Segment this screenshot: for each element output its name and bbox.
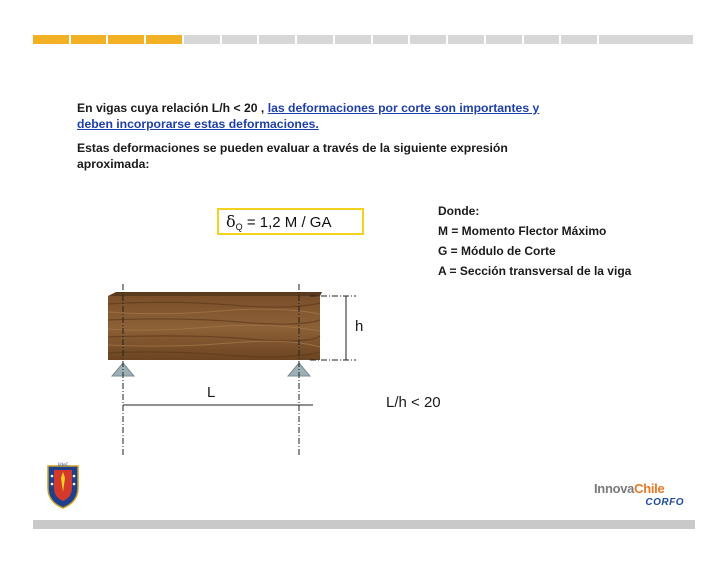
innovachile-corfo-logo xyxy=(594,481,694,513)
formula-subscript: Q xyxy=(235,222,243,232)
formula-expression: = 1,2 M / GA xyxy=(246,214,332,231)
legend-item-moment: M = Momento Flector Máximo xyxy=(438,224,607,238)
crest-text: UdeC xyxy=(57,462,69,467)
innovachile-wordmark xyxy=(594,481,694,496)
shear-deformation-link[interactable]: las deformaciones por corte son importantes y deben incorporarse estas deformaciones. xyxy=(77,101,540,131)
length-label: L xyxy=(207,384,216,401)
slenderness-ratio-label: L/h < 20 xyxy=(386,394,441,411)
intro-lead: En vigas cuya relación L/h < 20 , xyxy=(77,101,268,115)
bottom-bar xyxy=(33,520,695,529)
legend-item-section: A = Sección transversal de la viga xyxy=(438,264,632,278)
legend-title: Donde: xyxy=(438,204,480,218)
expression-paragraph: Estas deformaciones se pueden evaluar a través de la siguiente expresión aproximada: xyxy=(77,141,508,171)
wood-beam xyxy=(108,292,322,360)
logo-corfo: CORFO xyxy=(645,497,684,508)
university-crest-icon xyxy=(45,462,81,510)
logo-chile: Chile xyxy=(634,481,665,496)
legend-item-shear-modulus: G = Módulo de Corte xyxy=(438,244,556,258)
delta-symbol: δ xyxy=(226,212,236,231)
logo-innova: Innova xyxy=(594,481,635,496)
height-label: h xyxy=(355,318,364,335)
